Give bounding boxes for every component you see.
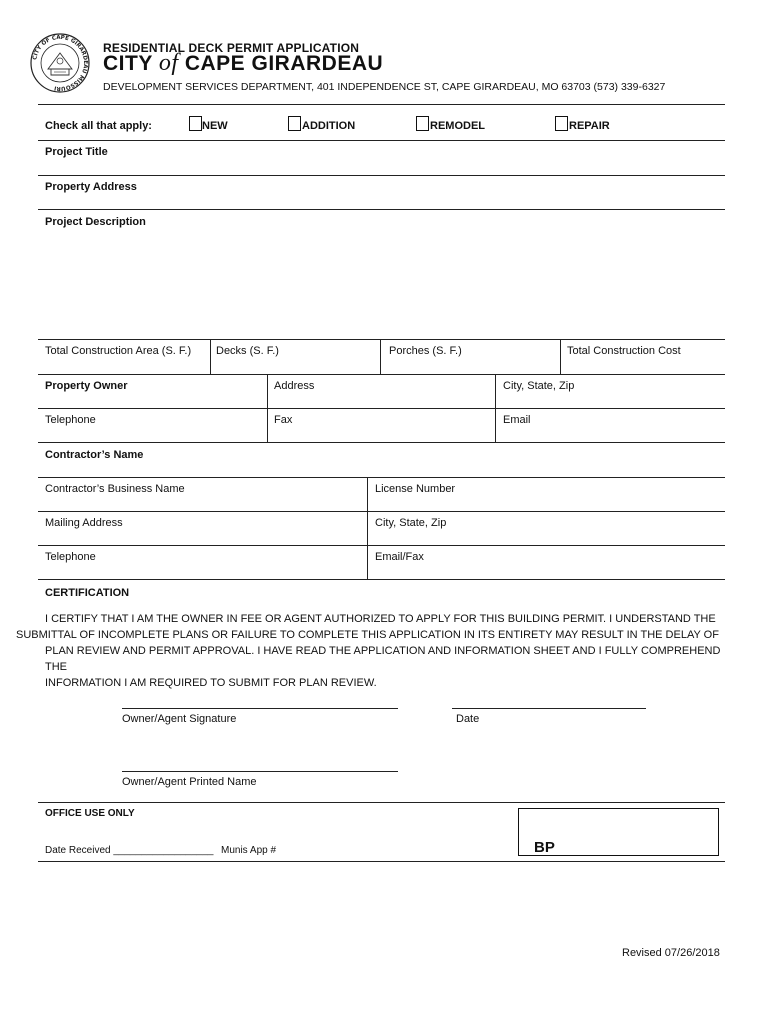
seal-text: CITY OF CAPE GIRARDEAU MISSOURI: [32, 34, 89, 92]
divider: [38, 579, 725, 580]
bp-label: BP: [534, 839, 555, 856]
remodel-checkbox[interactable]: [416, 116, 429, 131]
license-number-field[interactable]: License Number: [375, 483, 456, 495]
divider: [38, 477, 725, 478]
svg-text:CITY OF CAPE GIRARDEAU MISSOUR: [32, 35, 88, 91]
certification-line: SUBMITTAL OF INCOMPLETE PLANS OR FAILURE TO COMPLETE THIS APPLICATION IN ITS ENTIRETY MAY RESULT IN THE DELAY OF: [16, 629, 719, 641]
new-label: NEW: [202, 120, 228, 132]
signature-line[interactable]: [122, 708, 398, 709]
total-construction-area-field[interactable]: Total Construction Area (S. F.): [45, 345, 192, 357]
addition-label: ADDITION: [302, 120, 356, 132]
decks-field[interactable]: Decks (S. F.): [216, 345, 279, 357]
divider: [38, 408, 725, 409]
certification-heading: CERTIFICATION: [45, 587, 130, 599]
contractor-email-fax-field[interactable]: Email/Fax: [375, 551, 424, 563]
city-seal-logo: [30, 33, 90, 93]
city-of: of: [158, 50, 179, 76]
divider: [38, 339, 725, 340]
divider: [38, 511, 725, 512]
contractor-city-state-zip-field[interactable]: City, State, Zip: [375, 517, 447, 529]
certification-line: I CERTIFY THAT I AM THE OWNER IN FEE OR AGENT AUTHORIZED TO APPLY FOR THIS BUILDING PERMIT. I UNDERSTAND THE: [45, 613, 716, 625]
date-label: Date: [456, 713, 480, 725]
divider: [38, 374, 725, 375]
contractor-business-name-field[interactable]: Contractor’s Business Name: [45, 483, 185, 495]
new-checkbox[interactable]: [189, 116, 202, 131]
printed-name-line[interactable]: [122, 771, 398, 772]
form-title: RESIDENTIAL DECK PERMIT APPLICATION: [103, 41, 360, 55]
apply-label: Check all that apply:: [45, 120, 152, 132]
contractor-name-field[interactable]: Contractor’s Name: [45, 449, 144, 461]
total-construction-cost-field[interactable]: Total Construction Cost: [567, 345, 681, 357]
project-title-field[interactable]: Project Title: [45, 146, 108, 158]
divider: [38, 104, 725, 105]
divider: [38, 545, 725, 546]
cell-separator: [267, 375, 268, 442]
owner-agent-printed-name-label: Owner/Agent Printed Name: [122, 776, 257, 788]
certification-text: [16, 611, 736, 691]
project-description-field[interactable]: Project Description: [45, 216, 146, 228]
certification-line: PLAN REVIEW AND PERMIT APPROVAL. I HAVE READ THE APPLICATION AND INFORMATION SHEET AND I FULLY COMPREHEND THE: [45, 645, 721, 673]
owner-email-field[interactable]: Email: [503, 414, 531, 426]
owner-telephone-field[interactable]: Telephone: [45, 414, 96, 426]
owner-fax-field[interactable]: Fax: [274, 414, 293, 426]
city-prefix: CITY: [103, 52, 153, 75]
divider: [38, 209, 725, 210]
munis-app-field[interactable]: Munis App #: [221, 845, 277, 856]
divider: [38, 861, 725, 862]
office-use-heading: OFFICE USE ONLY: [45, 808, 135, 819]
date-line[interactable]: [452, 708, 646, 709]
divider: [38, 175, 725, 176]
remodel-label: REMODEL: [430, 120, 485, 132]
cell-separator: [380, 340, 381, 374]
city-name-heading: [103, 50, 383, 77]
contractor-telephone-field[interactable]: Telephone: [45, 551, 96, 563]
owner-agent-signature-label: Owner/Agent Signature: [122, 713, 237, 725]
divider: [38, 802, 725, 803]
repair-label: REPAIR: [569, 120, 610, 132]
cell-separator: [210, 340, 211, 374]
cell-separator: [495, 375, 496, 442]
divider: [38, 442, 725, 443]
city-name: CAPE GIRARDEAU: [184, 52, 384, 75]
cell-separator: [560, 340, 561, 374]
property-address-field[interactable]: Property Address: [45, 181, 137, 193]
addition-checkbox[interactable]: [288, 116, 301, 131]
date-received-field[interactable]: Date Received __________________: [45, 845, 214, 856]
revised-date: Revised 07/26/2018: [622, 947, 720, 959]
cell-separator: [367, 478, 368, 579]
mailing-address-field[interactable]: Mailing Address: [45, 517, 123, 529]
owner-city-state-zip-field[interactable]: City, State, Zip: [503, 380, 575, 392]
property-owner-field[interactable]: Property Owner: [45, 380, 128, 392]
owner-address-field[interactable]: Address: [274, 380, 315, 392]
certification-line: INFORMATION I AM REQUIRED TO SUBMIT FOR PLAN REVIEW.: [45, 677, 377, 689]
porches-field[interactable]: Porches (S. F.): [389, 345, 462, 357]
repair-checkbox[interactable]: [555, 116, 568, 131]
divider: [38, 140, 725, 141]
department-address: DEVELOPMENT SERVICES DEPARTMENT, 401 INDEPENDENCE ST, CAPE GIRARDEAU, MO 63703 (573) 339-6327: [103, 81, 666, 93]
